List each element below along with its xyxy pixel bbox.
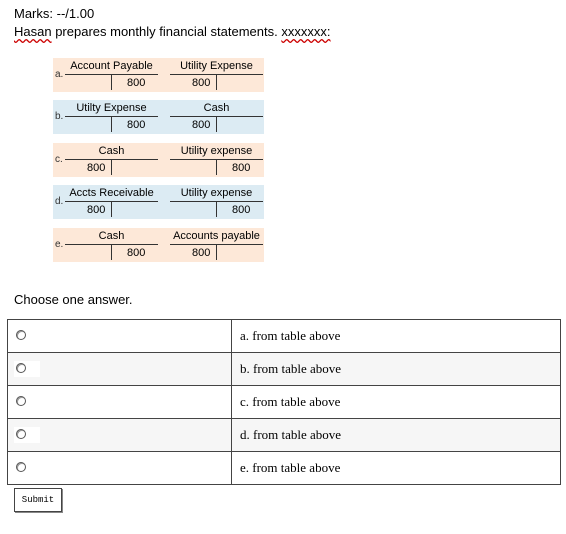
t-account [65, 185, 158, 219]
radio-button[interactable] [16, 396, 26, 406]
option-a-figure [53, 58, 264, 92]
t-account-title: Accounts payable [173, 230, 260, 242]
question-name: Hasan [14, 24, 52, 39]
radio-button[interactable] [16, 462, 26, 472]
t-account [170, 100, 263, 134]
answer-row[interactable] [8, 353, 561, 386]
option-letter: e. [55, 239, 64, 250]
t-account [65, 143, 158, 177]
t-account-title: Cash [98, 145, 125, 157]
t-account-amount: 800 [87, 204, 106, 216]
t-account-amount: 800 [192, 247, 211, 259]
option-letter: a. [55, 69, 64, 80]
question-blank: xxxxxxx: [281, 24, 331, 39]
t-account [170, 143, 263, 177]
option-letter: b. [55, 111, 64, 122]
t-account-title: Accts Receivable [69, 187, 154, 199]
answer-row[interactable] [8, 419, 561, 452]
answer-table [7, 319, 561, 485]
t-account [170, 58, 263, 92]
option-letter: c. [55, 154, 63, 165]
option-e-figure [53, 228, 264, 262]
choose-label: Choose one answer. [14, 292, 133, 307]
t-account-amount: 800 [232, 162, 251, 174]
option-c-figure [53, 143, 264, 177]
answer-label[interactable]: c. from table above [232, 386, 561, 419]
question-text [14, 24, 330, 39]
t-account-title: Utility expense [180, 187, 253, 199]
t-account-title: Account Payable [70, 60, 153, 72]
marks-label: Marks: --/1.00 [14, 6, 95, 21]
t-account-amount: 800 [192, 77, 211, 89]
radio-button[interactable] [16, 363, 26, 373]
t-account-title: Cash [98, 230, 125, 242]
t-account-title: Utility expense [180, 145, 253, 157]
t-account-title: Utilty Expense [76, 102, 147, 114]
option-b-figure [53, 100, 264, 134]
t-account-amount: 800 [232, 204, 251, 216]
t-account [65, 100, 158, 134]
submit-button[interactable]: Submit [14, 488, 62, 512]
t-account [65, 58, 158, 92]
answer-label[interactable]: b. from table above [232, 353, 561, 386]
answer-row[interactable] [8, 452, 561, 485]
answer-label[interactable]: d. from table above [232, 419, 561, 452]
t-account [65, 228, 158, 262]
t-account [170, 185, 263, 219]
question-body: prepares monthly financial statements. [51, 24, 282, 39]
t-account-title: Cash [203, 102, 230, 114]
answer-label[interactable]: a. from table above [232, 320, 561, 353]
option-letter: d. [55, 196, 64, 207]
t-account-amount: 800 [87, 162, 106, 174]
radio-button[interactable] [16, 330, 26, 340]
answer-label[interactable]: e. from table above [232, 452, 561, 485]
t-account-amount: 800 [192, 119, 211, 131]
t-account [170, 228, 263, 262]
t-account-amount: 800 [127, 247, 146, 259]
answer-row[interactable] [8, 386, 561, 419]
option-d-figure [53, 185, 264, 219]
answer-row[interactable] [8, 320, 561, 353]
radio-button[interactable] [16, 429, 26, 439]
t-account-amount: 800 [127, 119, 146, 131]
t-account-title: Utility Expense [180, 60, 253, 72]
t-account-amount: 800 [127, 77, 146, 89]
